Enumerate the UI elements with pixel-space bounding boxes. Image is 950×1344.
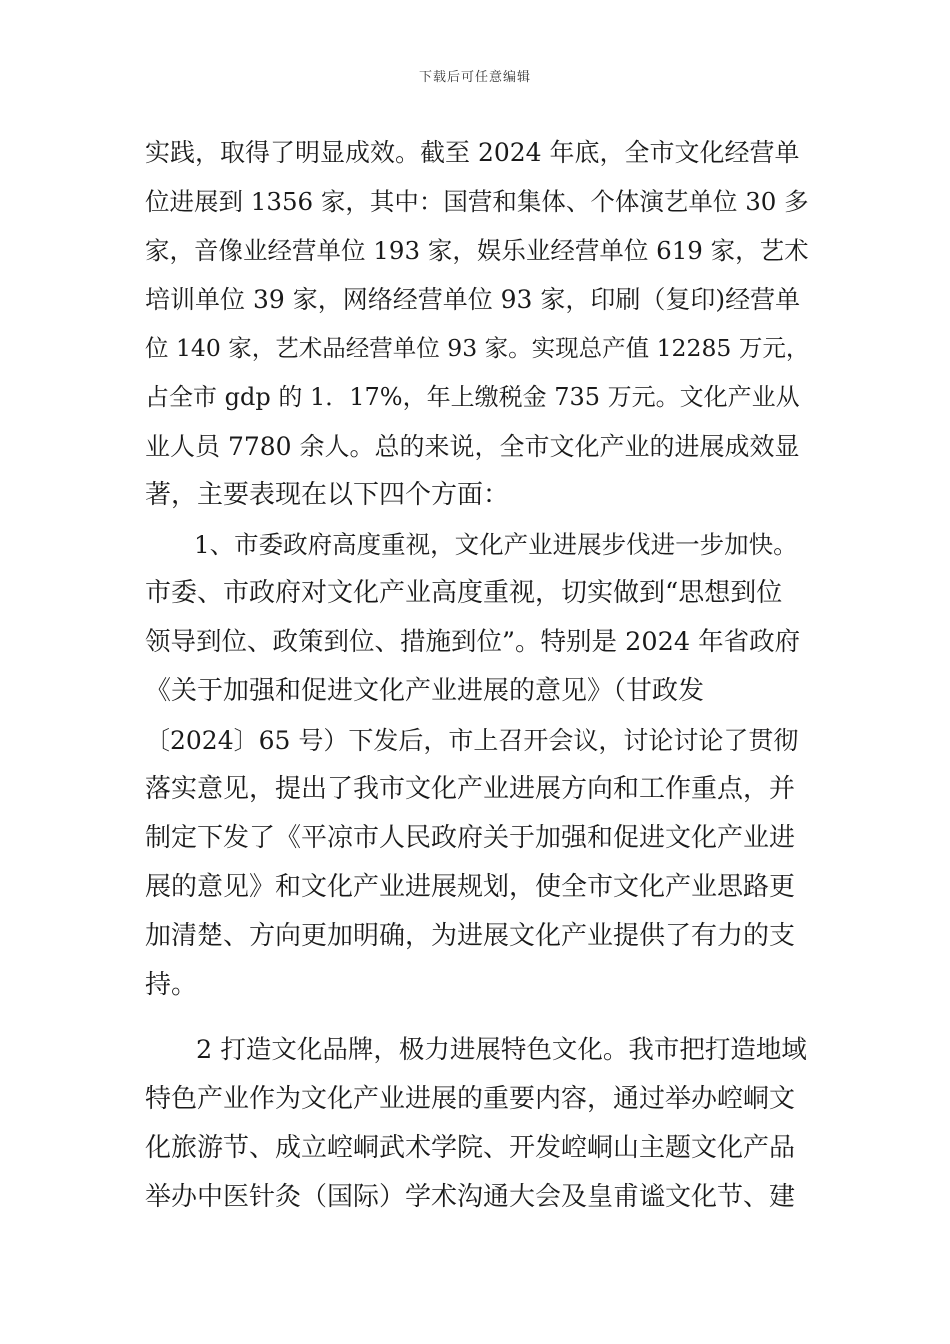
paragraph-2: [145, 520, 810, 1010]
text-line: 加清楚、方向更加明确，为进展文化产业提供了有力的支: [145, 921, 796, 951]
text-line: 制定下发了《平凉市人民政府关于加强和促进文化产业进: [145, 823, 796, 853]
page-header: 下载后可任意编辑: [418, 70, 531, 85]
text-line: 《关于加强和促进文化产业进展的意见》（甘政发: [145, 676, 705, 706]
text-line: 市委、市政府对文化产业高度重视，切实做到“思想到位: [145, 578, 783, 608]
text-line: 1、市委政府高度重视，文化产业进展步伐进一步加快。: [145, 530, 798, 559]
document-body: [145, 128, 810, 1222]
text-line: 特色产业作为文化产业进展的重要内容，通过举办崆峒文: [145, 1084, 796, 1114]
text-line: 2 打造文化品牌，极力进展特色文化。我市把打造地域: [145, 1035, 807, 1065]
paragraph-1: [145, 128, 810, 520]
text-line: 举办中医针灸（国际）学术沟通大会及皇甫谧文化节、建: [145, 1182, 796, 1212]
text-line: 占全市 gdp 的 1．17%，年上缴税金 735 万元。文化产业从: [145, 383, 800, 411]
text-line: 实践，取得了明显成效。截至 2024 年底，全市文化经营单: [145, 138, 800, 167]
text-line: 业人员 7780 余人。总的来说，全市文化产业的进展成效显: [145, 432, 800, 461]
text-line: 家，音像业经营单位 193 家，娱乐业经营单位 619 家，艺术: [145, 236, 809, 265]
text-line: 著，主要表现在以下四个方面：: [145, 480, 510, 510]
text-line: 落实意见，提出了我市文化产业进展方向和工作重点，并: [145, 774, 796, 804]
text-line: 培训单位 39 家，网络经营单位 93 家，印刷（复印)经营单: [145, 285, 801, 314]
text-line: 持。: [145, 970, 198, 1000]
text-line: 领导到位、政策到位、措施到位”。特别是 2024 年省政府: [145, 627, 801, 657]
paragraph-spacing: [145, 1010, 810, 1026]
text-line: 化旅游节、成立崆峒武术学院、开发崆峒山主题文化产品: [145, 1133, 796, 1163]
text-line: 位进展到 1356 家，其中：国营和集体、个体演艺单位 30 多: [145, 187, 809, 216]
paragraph-3: [145, 1026, 810, 1222]
text-line: 展的意见》和文化产业进展规划，使全市文化产业思路更: [145, 872, 796, 902]
text-line: 位 140 家，艺术品经营单位 93 家。实现总产值 12285 万元，: [145, 334, 810, 362]
text-line: 〔2024〕65 号）下发后，市上召开会议，讨论讨论了贯彻: [145, 726, 799, 755]
